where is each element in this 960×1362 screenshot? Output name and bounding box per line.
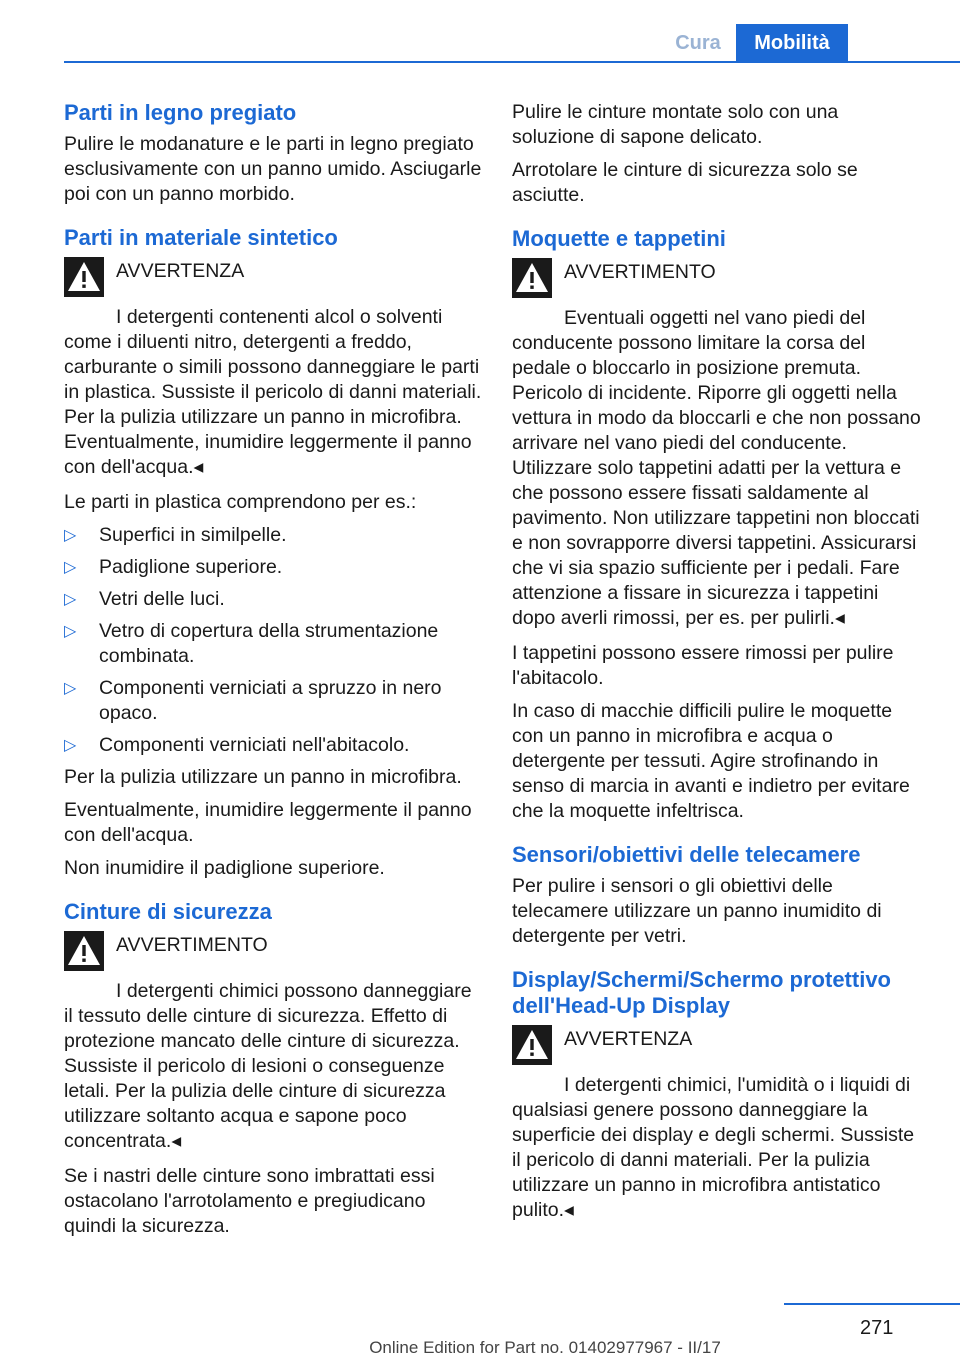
paragraph-sapone: Pulire le cinture montate solo con una soluzione di sapone delicato. <box>512 101 839 148</box>
page-number: 271 <box>860 1317 894 1339</box>
list-item: ▷ Superfici in similpelle. <box>64 524 287 546</box>
paragraph-macchie: In caso di macchie difficili pulire le moquette con un panno in microfibra e acqua o detergente per tessuti. Agire strofinando in senso di marcia in avanti e indietro per evitare che la moquette infeltrisca. <box>512 700 910 822</box>
warning-title: AVVERTENZA <box>564 1028 693 1050</box>
triangle-bullet-icon: ▷ <box>64 559 77 576</box>
warning-box-sintetico <box>64 259 482 480</box>
warning-text: Eventuali oggetti nel vano piedi del conducente possono limitare la corsa del pedale o bloccarlo in posizione premuta. Pericolo di incidente. Riporre gli oggetti nella vettura in modo da bloccarli e che non possano arrivare nel vano piedi del conducente. Utilizzare solo tappetini adatti per la vettura e che possono essere fissati saldamente al pavimento. Non utilizzare tappetini non bloccati e non sovrapporre diversi tappetini. Assicurarsi che vi sia spazio sufficiente per i pedali. Fare attenzione a fissare in sicurezza i tappetini dopo averli rimossi, per es. per pulirli.◂ <box>512 307 921 629</box>
left-column <box>64 100 482 1247</box>
warning-text: I detergenti chimici possono danneggiare il tessuto delle cinture di sicurezza. Effetto di protezione mancato delle cinture di sicurezza. Sussiste il pericolo di lesioni o conseguenze letali. Per la pulizia delle cinture di sicurezza utilizzare soltanto acqua e sapone poco concentrata.◂ <box>64 980 472 1152</box>
warning-title: AVVERTIMENTO <box>116 934 268 956</box>
section-title-moquette: Moquette e tappetini <box>512 226 726 251</box>
paragraph-inumidire: Eventualmente, inumidire leggermente il panno con dell'acqua. <box>64 799 472 846</box>
list-item: ▷ Vetri delle luci. <box>64 588 225 610</box>
triangle-bullet-icon: ▷ <box>64 623 77 640</box>
paragraph-sensori: Per pulire i sensori o gli obiettivi delle telecamere utilizzare un panno inumidito di detergente per vetri. <box>512 875 882 947</box>
warning-box-display <box>512 1027 926 1223</box>
triangle-bullet-icon: ▷ <box>64 680 77 697</box>
list-item: ▷ Componenti verniciati a spruzzo in nero opaco. <box>64 677 442 724</box>
section-title-display: Display/Schermi/Schermo protettivo dell'Head-Up Display <box>512 967 891 1018</box>
edition-footer: Online Edition for Part no. 01402977967 - II/17 <box>369 1338 721 1357</box>
list-item: ▷ Componenti verniciati nell'abitacolo. <box>64 734 410 756</box>
paragraph-legno: Pulire le modanature e le parti in legno pregiato esclusivamente con un panno umido. Asciugarle poi con un panno morbido. <box>64 133 482 205</box>
warning-triangle-icon <box>64 931 104 971</box>
warning-triangle-icon <box>512 258 552 298</box>
footer-rule <box>784 1303 960 1305</box>
warning-title: AVVERTIMENTO <box>564 261 716 283</box>
paragraph-microfibra: Per la pulizia utilizzare un panno in microfibra. <box>64 766 462 788</box>
paragraph-arrotolare: Arrotolare le cinture di sicurezza solo se asciutte. <box>512 159 858 206</box>
warning-box-cinture <box>64 933 482 1154</box>
section-title-legno: Parti in legno pregiato <box>64 100 297 125</box>
paragraph-padiglione: Non inumidire il padiglione superiore. <box>64 857 385 879</box>
header-rule <box>64 61 960 63</box>
warning-triangle-icon <box>512 1025 552 1065</box>
section-title-cinture: Cinture di sicurezza <box>64 899 272 924</box>
warning-title: AVVERTENZA <box>116 260 245 282</box>
plastic-parts-list <box>64 523 482 758</box>
triangle-bullet-icon: ▷ <box>64 591 77 608</box>
list-item: ▷ Padiglione superiore. <box>64 556 283 578</box>
warning-text: I detergenti contenenti alcol o solventi come i diluenti nitro, detergenti a freddo, carburante o simili possono danneggiare le parti in plastica. Sussiste il pericolo di danni materiali. Per la pulizia utilizzare un panno in microfibra. Eventualmente, inumidire leggermente il panno con dell'acqua.◂ <box>64 306 482 478</box>
warning-box-moquette <box>512 260 926 631</box>
paragraph-tappetini: I tappetini possono essere rimossi per pulire l'abitacolo. <box>512 642 894 689</box>
section-title-sensori: Sensori/obiettivi delle telecamere <box>512 842 861 867</box>
list-item: ▷ Vetro di copertura della strumentazione combinata. <box>64 620 439 667</box>
warning-triangle-icon <box>64 257 104 297</box>
warning-text: I detergenti chimici, l'umidità o i liquidi di qualsiasi genere possono danneggiare la superficie dei display e degli schermi. Sussiste il pericolo di danni materiali. Per la pulizia utilizzare un panno in microfibra antistatico pulito.◂ <box>512 1074 915 1221</box>
paragraph-nastri: Se i nastri delle cinture sono imbrattati essi ostacolano l'arrotolamento e pregiudicano quindi la sicurezza. <box>64 1165 435 1237</box>
right-column <box>512 100 926 1233</box>
paragraph-plastica: Le parti in plastica comprendono per es.: <box>64 491 417 513</box>
tab-mobilita[interactable]: Mobilità <box>736 24 848 62</box>
triangle-bullet-icon: ▷ <box>64 527 77 544</box>
section-title-sintetico: Parti in materiale sintetico <box>64 225 338 250</box>
tab-cura[interactable]: Cura <box>675 31 721 54</box>
triangle-bullet-icon: ▷ <box>64 737 77 754</box>
page-header <box>0 0 960 62</box>
